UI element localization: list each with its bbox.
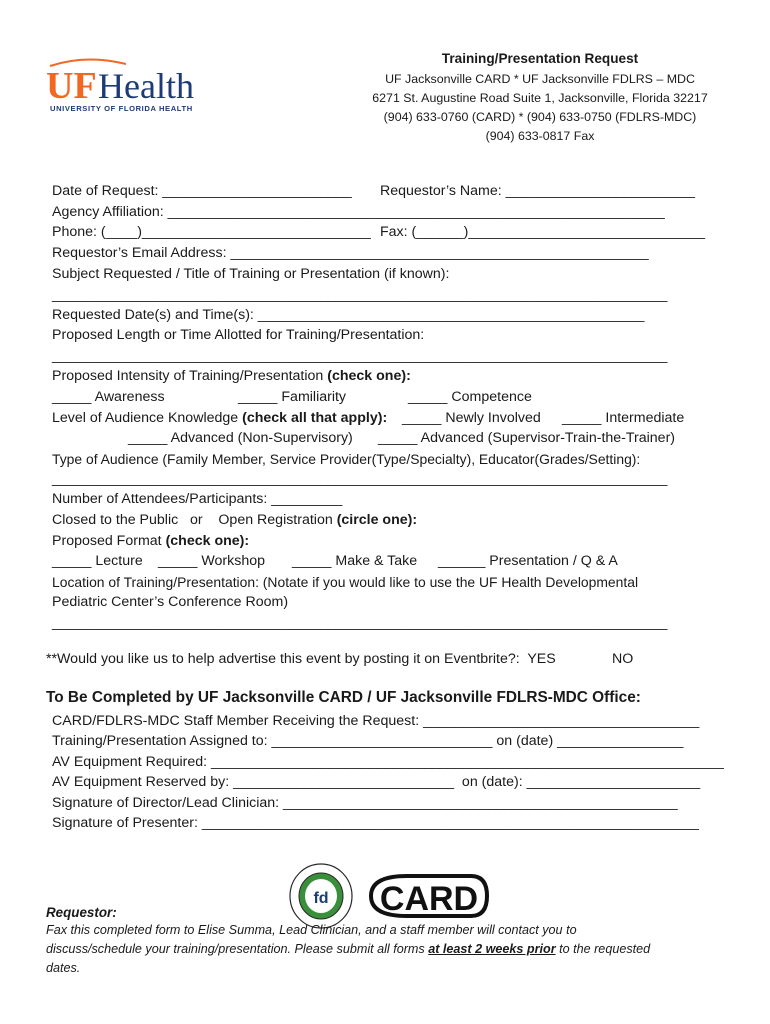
location-label-cont: Pediatric Center’s Conference Room)	[52, 594, 289, 610]
footer-line-3: dates.	[46, 961, 81, 975]
card-logo-mark	[367, 872, 491, 920]
card-logo	[358, 854, 491, 925]
presentation-qa-option[interactable]: ______ Presentation / Q & A	[438, 553, 618, 569]
fax-field[interactable]: Fax: (______)______________________________	[380, 224, 706, 240]
deadline-emphasis: at least 2 weeks prior	[428, 942, 556, 956]
subject-field[interactable]: ______________________________________________________________________________	[52, 287, 668, 303]
svg-text:CARD: CARD	[379, 880, 478, 918]
header-fax: (904) 633-0817 Fax	[485, 129, 595, 143]
audience-type-label: Type of Audience (Family Member, Service Provider(Type/Specialty), Educator(Grades/Setting):	[52, 451, 641, 467]
format-label: Proposed Format (check one):	[52, 533, 250, 549]
av-required-field[interactable]: AV Equipment Required: _________________________________________________________________	[52, 754, 724, 770]
length-field[interactable]: ______________________________________________________________________________	[52, 348, 668, 364]
awareness-option[interactable]: _____ Awareness	[52, 389, 165, 405]
length-label: Proposed Length or Time Allotted for Training/Presentation:	[52, 327, 425, 343]
footer-label: Requestor:	[46, 905, 117, 920]
header-line-1: UF Jacksonville CARD * UF Jacksonville FDLRS – MDC	[385, 72, 695, 86]
av-reserved-field[interactable]: AV Equipment Reserved by: ____________________________ on (date): ______________________	[52, 774, 701, 790]
uf-health-subtitle: UNIVERSITY OF FLORIDA HEALTH	[50, 104, 193, 113]
newly-involved-option[interactable]: _____ Newly Involved	[398, 410, 541, 426]
director-signature-field[interactable]: Signature of Director/Lead Clinician: __________________________________________________	[52, 795, 678, 811]
email-field[interactable]: Requestor’s Email Address: _____________________________________________________	[52, 245, 649, 261]
fdlrs-seal-logo	[276, 843, 356, 913]
svg-text:fd: fd	[313, 890, 329, 907]
assigned-to-field[interactable]: Training/Presentation Assigned to: ____________________________ on (date) ________________	[52, 733, 684, 749]
advanced-supervisor-option[interactable]: _____ Advanced (Supervisor-Train-the-Trainer)	[378, 430, 676, 446]
workshop-option[interactable]: _____ Workshop	[158, 553, 266, 569]
dates-field[interactable]: Requested Date(s) and Time(s): _________________________________________________	[52, 307, 645, 323]
office-section-title: To Be Completed by UF Jacksonville CARD / UF Jacksonville FDLRS-MDC Office:	[46, 689, 641, 706]
footer-line-1: Fax this completed form to Elise Summa, Lead Clinician, and a staff member will contact you to	[46, 923, 577, 937]
svg-text:UF: UF	[46, 65, 97, 107]
intermediate-option[interactable]: _____ Intermediate	[562, 410, 685, 426]
footer-line-2: discuss/schedule your training/presentation. Please submit all forms at least 2 weeks prior to the requested	[46, 942, 651, 956]
location-field[interactable]: ______________________________________________________________________________	[52, 615, 668, 631]
subject-label: Subject Requested / Title of Training or Presentation (if known):	[52, 266, 450, 282]
audience-type-field[interactable]: ______________________________________________________________________________	[52, 471, 668, 487]
registration-choice[interactable]: Closed to the Public or Open Registration (circle one):	[52, 512, 418, 528]
intensity-label: Proposed Intensity of Training/Presentation (check one):	[52, 368, 411, 384]
svg-text:Health: Health	[98, 66, 194, 106]
advanced-nonsupervisory-option[interactable]: _____ Advanced (Non-Supervisory)	[128, 430, 353, 446]
location-label: Location of Training/Presentation: (Notate if you would like to use the UF Health Developmental	[52, 574, 639, 590]
requestor-name-field[interactable]: Requestor’s Name: ________________________	[380, 183, 696, 199]
header-address: 6271 St. Augustine Road Suite 1, Jacksonville, Florida 32217	[372, 91, 708, 105]
competence-option[interactable]: _____ Competence	[408, 389, 532, 405]
date-of-request-field[interactable]: Date of Request: ________________________	[52, 183, 352, 199]
form-title: Training/Presentation Request	[441, 51, 639, 66]
eventbrite-no[interactable]: NO	[612, 651, 634, 667]
lecture-option[interactable]: _____ Lecture	[52, 553, 143, 569]
header-phones: (904) 633-0760 (CARD) * (904) 633-0750 (FDLRS-MDC)	[383, 110, 697, 124]
make-take-option[interactable]: _____ Make & Take	[292, 553, 418, 569]
staff-member-field[interactable]: CARD/FDLRS-MDC Staff Member Receiving the Request: ___________________________________	[52, 713, 700, 729]
attendees-field[interactable]: Number of Attendees/Participants: _________	[52, 491, 343, 507]
knowledge-label: Level of Audience Knowledge (check all that apply):	[52, 410, 388, 426]
agency-field[interactable]: Agency Affiliation: _______________________________________________________________	[52, 204, 665, 220]
eventbrite-question[interactable]: **Would you like us to help advertise this event by posting it on Eventbrite?: YES	[46, 651, 556, 667]
presenter-signature-field[interactable]: Signature of Presenter: _______________________________________________________________	[52, 815, 699, 831]
phone-field[interactable]: Phone: (____)_____________________________	[52, 224, 371, 240]
familiarity-option[interactable]: _____ Familiarity	[238, 389, 347, 405]
